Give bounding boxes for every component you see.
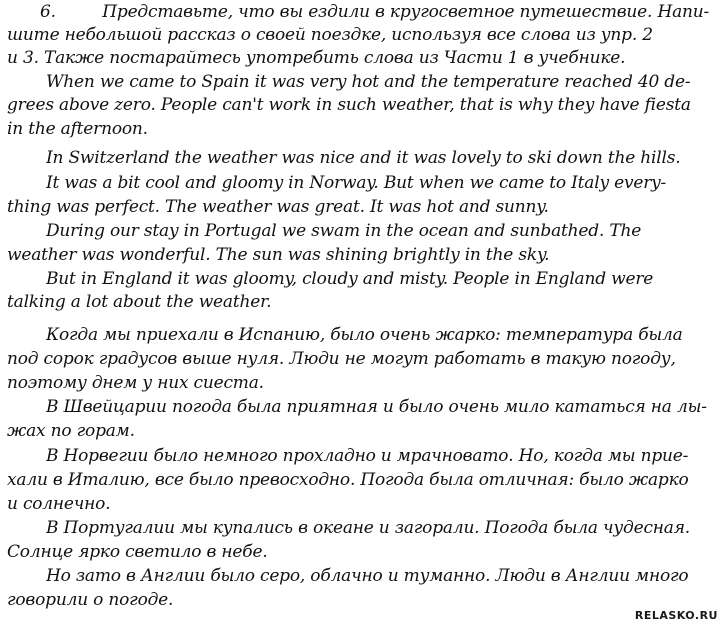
english-line: When we came to Spain it was very hot and the temperature reached 40 de-: [46, 72, 691, 92]
task-line-3: и 3. Также постарайтесь употребить слова из Части 1 в учебнике.: [7, 48, 626, 68]
russian-line: В Португалии мы купались в океане и загорали. Погода была чудесная.: [46, 518, 690, 538]
russian-line: поэтому днем у них сиеста.: [7, 373, 264, 393]
english-line: talking a lot about the weather.: [7, 292, 272, 312]
english-line: It was a bit cool and gloomy in Norway. But when we came to Italy every-: [46, 173, 667, 193]
russian-line: Когда мы приехали в Испанию, было очень жарко: температура была: [46, 325, 683, 345]
english-line: But in England it was gloomy, cloudy and misty. People in England were: [46, 269, 654, 289]
russian-line: В Норвегии было немного прохладно и мрачновато. Но, когда мы прие-: [46, 446, 689, 466]
russian-line: Но зато в Англии было серо, облачно и туманно. Люди в Англии много: [46, 566, 689, 586]
site-watermark: RELASKO.RU: [634, 609, 718, 622]
english-line: in the afternoon.: [7, 119, 148, 139]
russian-line: и солнечно.: [7, 494, 111, 514]
task-text: Представьте, что вы ездили в кругосветное путешествие. Напи-: [102, 2, 710, 22]
task-line-2: шите небольшой рассказ о своей поездке, используя все слова из упр. 2: [7, 25, 653, 45]
russian-line: говорили о погоде.: [7, 590, 174, 610]
english-line: During our stay in Portugal we swam in the ocean and sunbathed. The: [46, 221, 642, 241]
russian-line: жах по горам.: [7, 421, 135, 441]
task-number: 6.: [40, 2, 56, 22]
english-line: weather was wonderful. The sun was shining brightly in the sky.: [7, 245, 550, 265]
russian-line: хали в Италию, все было превосходно. Погода была отличная: было жарко: [7, 470, 689, 490]
english-line: thing was perfect. The weather was great. It was hot and sunny.: [7, 197, 549, 217]
task-line-1: [40, 2, 715, 22]
russian-line: В Швейцарии погода была приятная и было очень мило кататься на лы-: [46, 397, 707, 417]
russian-line: Солнце ярко светило в небе.: [7, 542, 268, 562]
english-line: grees above zero. People can't work in such weather, that is why they have fiesta: [7, 95, 691, 115]
russian-line: под сорок градусов выше нуля. Люди не могут работать в такую погоду,: [7, 349, 676, 369]
english-line: In Switzerland the weather was nice and it was lovely to ski down the hills.: [46, 148, 681, 168]
